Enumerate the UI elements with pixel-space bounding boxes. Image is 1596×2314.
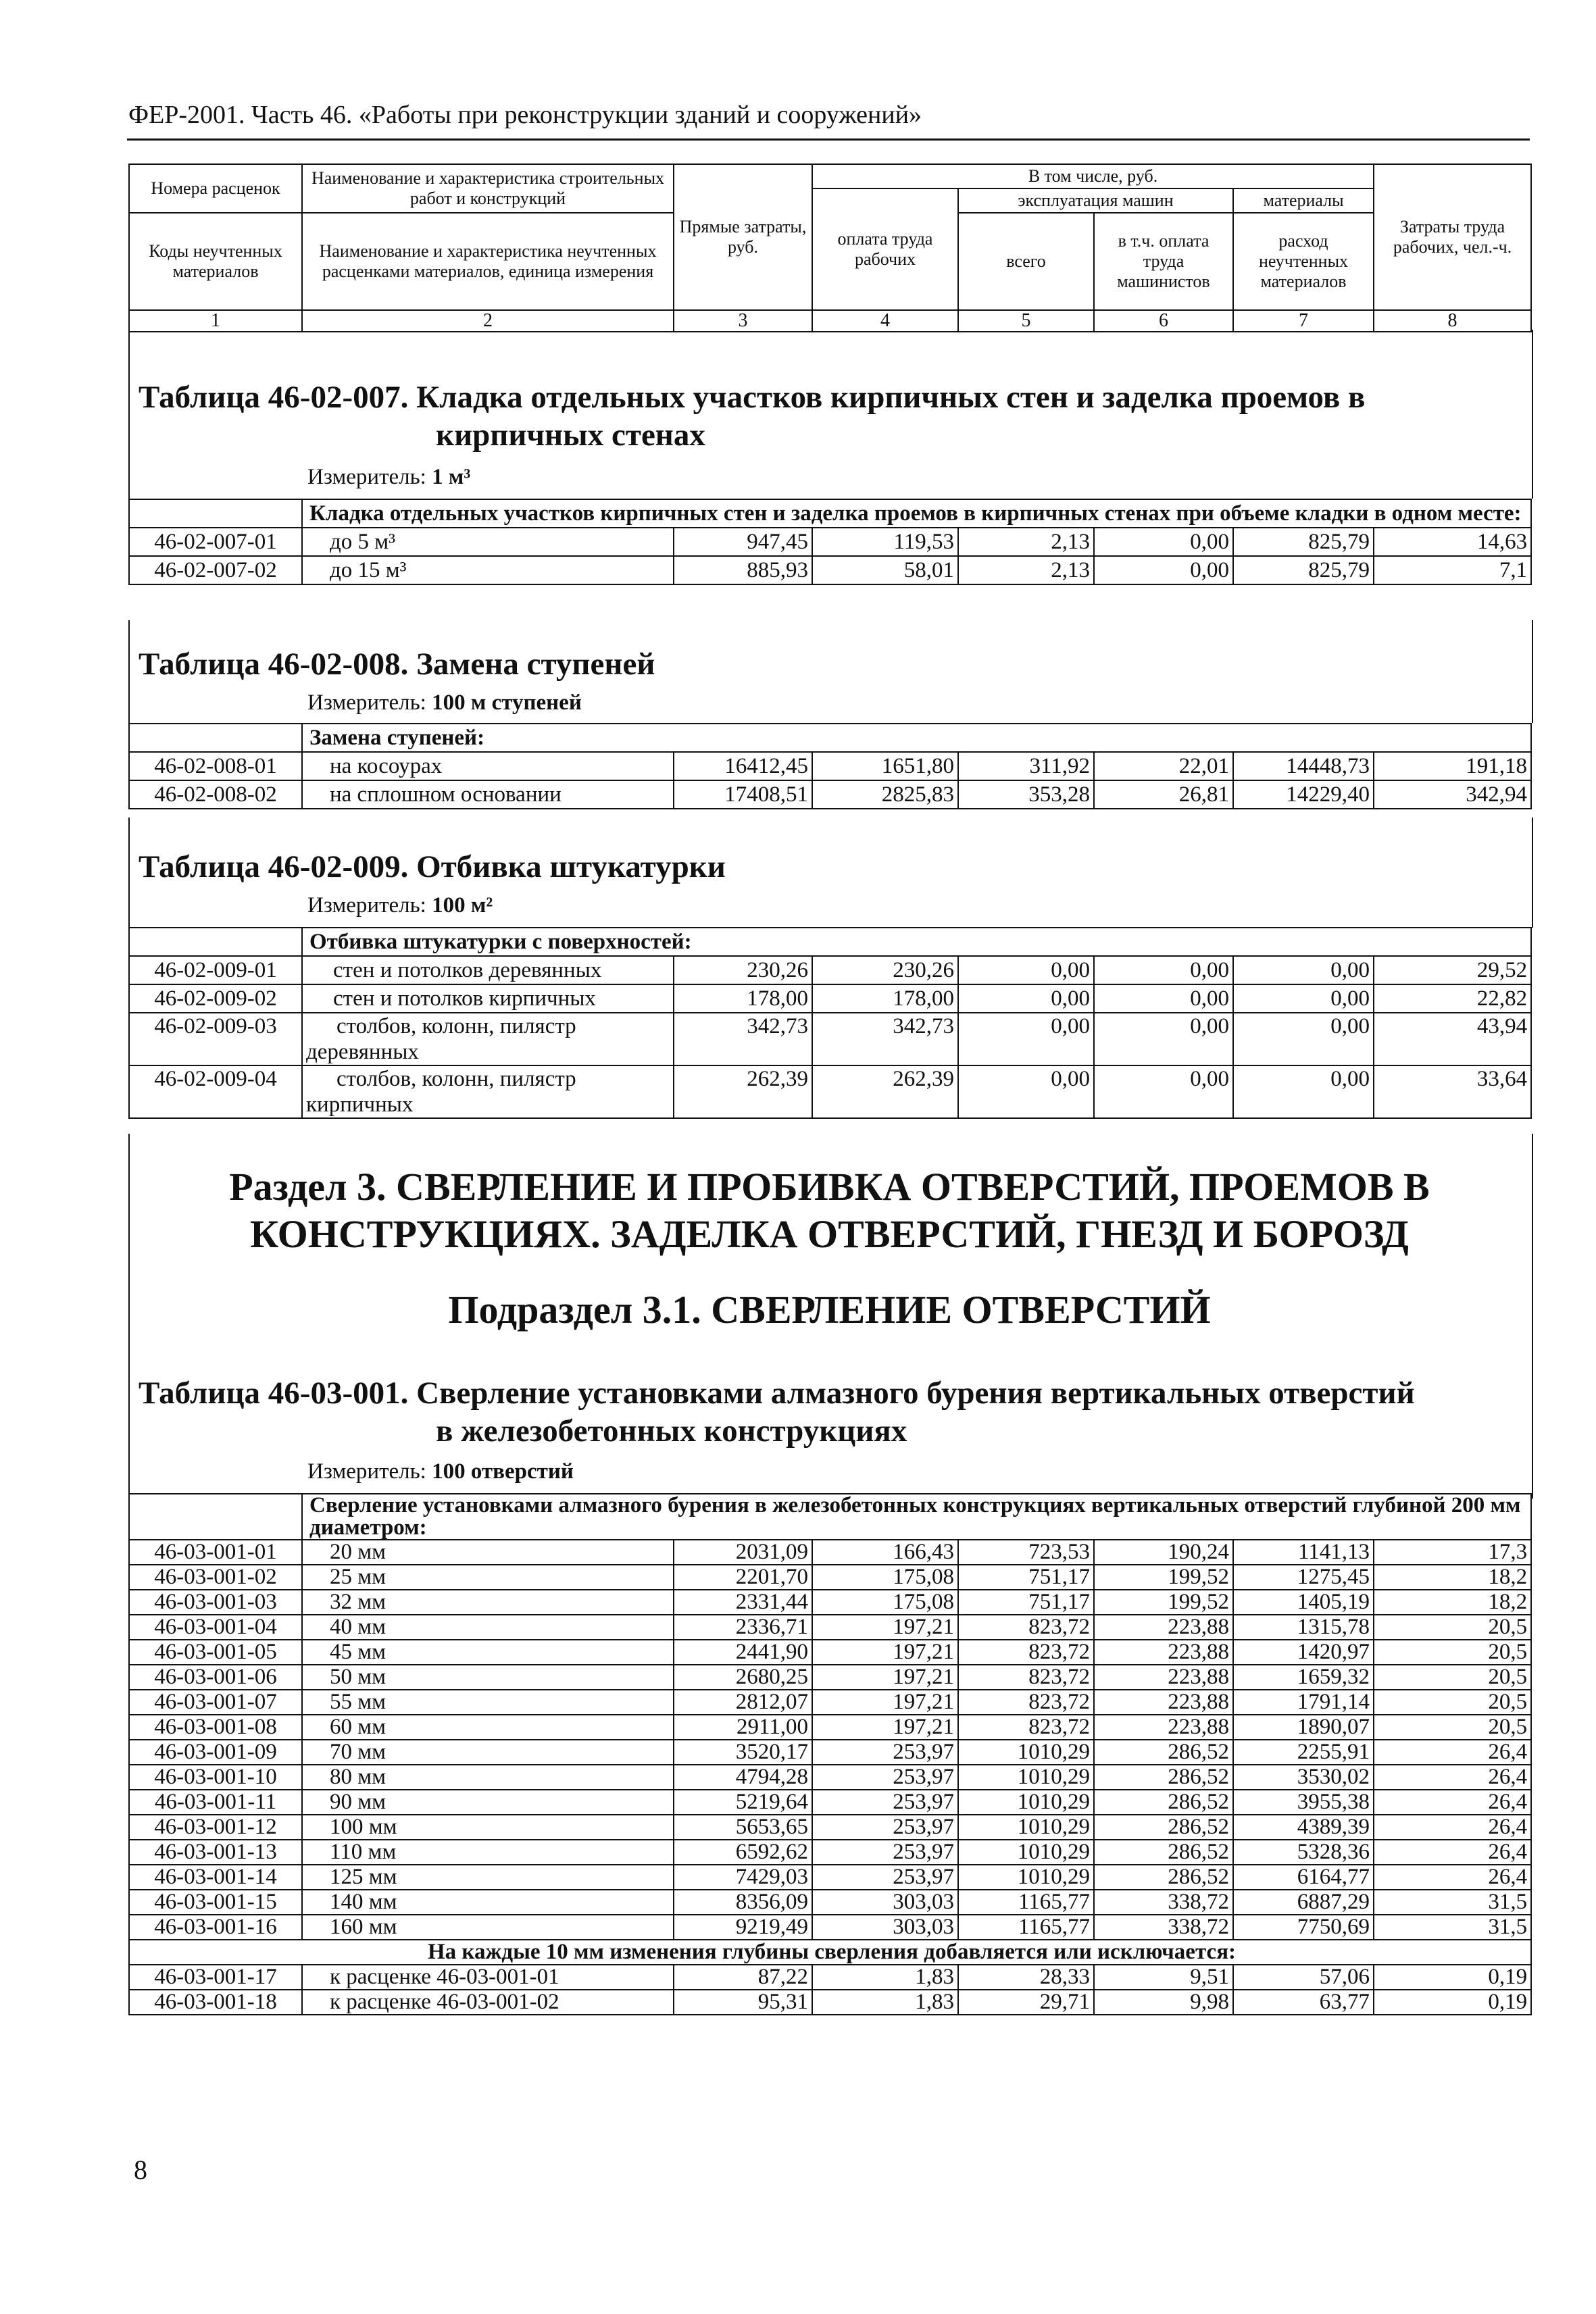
table-row: 46-03-001-09 70 мм 3520,17 253,97 1010,29 286,52 2255,91 26,4	[129, 1740, 1531, 1765]
header-rule	[127, 139, 1530, 141]
column-header-table	[128, 164, 1532, 332]
table-row: 46-03-001-10 80 мм 4794,28 253,97 1010,29 286,52 3530,02 26,4	[129, 1765, 1531, 1790]
group-row	[129, 928, 1531, 956]
meter-46-03-001: Измеритель: 100 отверстий	[307, 1459, 574, 1484]
col-number: 1	[129, 310, 302, 332]
table-row: 46-02-007-01 до 5 м³ 947,45 119,53 2,13 0,00 825,79 14,63	[129, 528, 1531, 556]
group-row	[129, 499, 1531, 528]
table-row: 46-03-001-12 100 мм 5653,65 253,97 1010,29 286,52 4389,39 26,4	[129, 1815, 1531, 1840]
col-number: 2	[302, 310, 674, 332]
table-row: 46-02-008-01 на косоурах 16412,45 1651,80 311,92 22,01 14448,73 191,18	[129, 752, 1531, 780]
table-row: 46-03-001-08 60 мм 2911,00 197,21 823,72 223,88 1890,07 20,5	[129, 1715, 1531, 1740]
table-row: 46-03-001-07 55 мм 2812,07 197,21 823,72 223,88 1791,14 20,5	[129, 1690, 1531, 1715]
group-label: Замена ступеней:	[302, 724, 1531, 752]
table-title-46-02-009: Таблица 46-02-009. Отбивка штукатурки	[139, 849, 726, 884]
col-number: 7	[1233, 310, 1374, 332]
table-46-02-007	[128, 499, 1532, 585]
col-number: 8	[1374, 310, 1531, 332]
meter-46-02-007: Измеритель: 1 м³	[307, 465, 471, 489]
table-row: 46-03-001-18 к расценке 46-03-001-02 95,31 1,83 29,71 9,98 63,77 0,19	[129, 1990, 1531, 2015]
table-row: 46-03-001-17 к расценке 46-03-001-01 87,22 1,83 28,33 9,51 57,06 0,19	[129, 1965, 1531, 1990]
table-title-46-03-001: Таблица 46-03-001. Сверление установками алмазного бурения вертикальных отверстий в железобетонных конструкциях	[139, 1376, 1415, 1449]
table-row: 46-03-001-03 32 мм 2331,44 175,08 751,17 199,52 1405,19 18,2	[129, 1590, 1531, 1615]
table-row: 46-03-001-06 50 мм 2680,25 197,21 823,72 223,88 1659,32 20,5	[129, 1665, 1531, 1690]
col-number: 3	[674, 310, 812, 332]
table-row: 46-03-001-14 125 мм 7429,03 253,97 1010,29 286,52 6164,77 26,4	[129, 1865, 1531, 1890]
page-number: 8	[134, 2155, 147, 2185]
table-row: 46-02-009-01 стен и потолков деревянных 230,26 230,26 0,00 0,00 0,00 29,52	[129, 956, 1531, 984]
table-row: 46-02-008-02 на сплошном основании 17408,51 2825,83 353,28 26,81 14229,40 342,94	[129, 780, 1531, 809]
group-label: Сверление установками алмазного бурения в железобетонных конструкциях вертикальных отверстий глубиной 200 мм диаметром:	[302, 1494, 1531, 1540]
col-machine-total: всего	[958, 213, 1094, 310]
col-rate-number: Номера расценок	[129, 164, 302, 213]
col-number: 6	[1094, 310, 1233, 332]
table-46-03-001	[128, 1493, 1532, 2015]
col-number: 4	[812, 310, 958, 332]
table-title-46-02-008: Таблица 46-02-008. Замена ступеней	[139, 647, 655, 682]
col-worker-pay: оплата труда рабочих	[812, 188, 958, 310]
subsection-title: Подраздел 3.1. СВЕРЛЕНИЕ ОТВЕРСТИЙ	[448, 1288, 1211, 1332]
table-row: 46-03-001-01 20 мм 2031,09 166,43 723,53 190,24 1141,13 17,3	[129, 1540, 1531, 1565]
col-machine-operation: эксплуатация машин	[958, 188, 1233, 213]
group-row	[129, 724, 1531, 752]
col-material-codes: Коды неучтенных материалов	[129, 213, 302, 310]
table-row: 46-03-001-15 140 мм 8356,09 303,03 1165,77 338,72 6887,29 31,5	[129, 1890, 1531, 1915]
table-row: 46-03-001-02 25 мм 2201,70 175,08 751,17 199,52 1275,45 18,2	[129, 1565, 1531, 1590]
col-material-consumption: расход неучтенных материалов	[1233, 213, 1374, 310]
table-row: 46-02-007-02 до 15 м³ 885,93 58,01 2,13 0,00 825,79 7,1	[129, 556, 1531, 584]
table-title-46-02-007: Таблица 46-02-007. Кладка отдельных участков кирпичных стен и заделка проемов в кирпичных стенах	[139, 380, 1366, 453]
col-work-name: Наименование и характеристика строительных работ и конструкций	[302, 164, 674, 213]
table-row: 46-03-001-13 110 мм 6592,62 253,97 1010,29 286,52 5328,36 26,4	[129, 1840, 1531, 1865]
group-label: На каждые 10 мм изменения глубины сверления добавляется или исключается:	[129, 1940, 1531, 1965]
col-number: 5	[958, 310, 1094, 332]
table-row: 46-03-001-11 90 мм 5219,64 253,97 1010,29 286,52 3955,38 26,4	[129, 1790, 1531, 1815]
group-row	[129, 1494, 1531, 1540]
table-row: 46-03-001-04 40 мм 2336,71 197,21 823,72 223,88 1315,78 20,5	[129, 1615, 1531, 1640]
col-material-names: Наименование и характеристика неучтенных расценками материалов, единица измерения	[302, 213, 674, 310]
col-operator-pay: в т.ч. оплата труда машинистов	[1094, 213, 1233, 310]
col-direct-costs: Прямые затраты, руб.	[674, 164, 812, 310]
table-row: 46-02-009-02 стен и потолков кирпичных 178,00 178,00 0,00 0,00 0,00 22,82	[129, 984, 1531, 1013]
table-46-02-008	[128, 723, 1532, 809]
table-46-02-009	[128, 927, 1532, 1119]
table-row: 46-02-009-03 столбов, колонн, пилястр деревянных 342,73 342,73 0,00 0,00 0,00 43,94	[129, 1013, 1531, 1065]
col-materials: материалы	[1233, 188, 1374, 213]
group-label: Отбивка штукатурки с поверхностей:	[302, 928, 1531, 956]
table-row: 46-02-009-04 столбов, колонн, пилястр кирпичных 262,39 262,39 0,00 0,00 0,00 33,64	[129, 1065, 1531, 1118]
col-including: В том числе, руб.	[812, 164, 1374, 188]
table-row: 46-03-001-16 160 мм 9219,49 303,03 1165,77 338,72 7750,69 31,5	[129, 1915, 1531, 1940]
section-title: Раздел 3. СВЕРЛЕНИЕ И ПРОБИВКА ОТВЕРСТИЙ, ПРОЕМОВ В КОНСТРУКЦИЯХ. ЗАДЕЛКА ОТВЕРСТИЙ, ГНЕЗД И БОРОЗД	[229, 1165, 1430, 1256]
meter-46-02-008: Измеритель: 100 м ступеней	[307, 690, 582, 715]
running-header: ФЕР-2001. Часть 46. «Работы при реконструкции зданий и сооружений»	[128, 101, 922, 129]
meter-46-02-009: Измеритель: 100 м²	[307, 893, 493, 917]
group-row	[129, 1940, 1531, 1965]
group-label: Кладка отдельных участков кирпичных стен и заделка проемов в кирпичных стенах при объеме кладки в одном месте:	[302, 499, 1531, 528]
table-row: 46-03-001-05 45 мм 2441,90 197,21 823,72 223,88 1420,97 20,5	[129, 1640, 1531, 1665]
col-labor-costs: Затраты труда рабочих, чел.-ч.	[1374, 164, 1531, 310]
